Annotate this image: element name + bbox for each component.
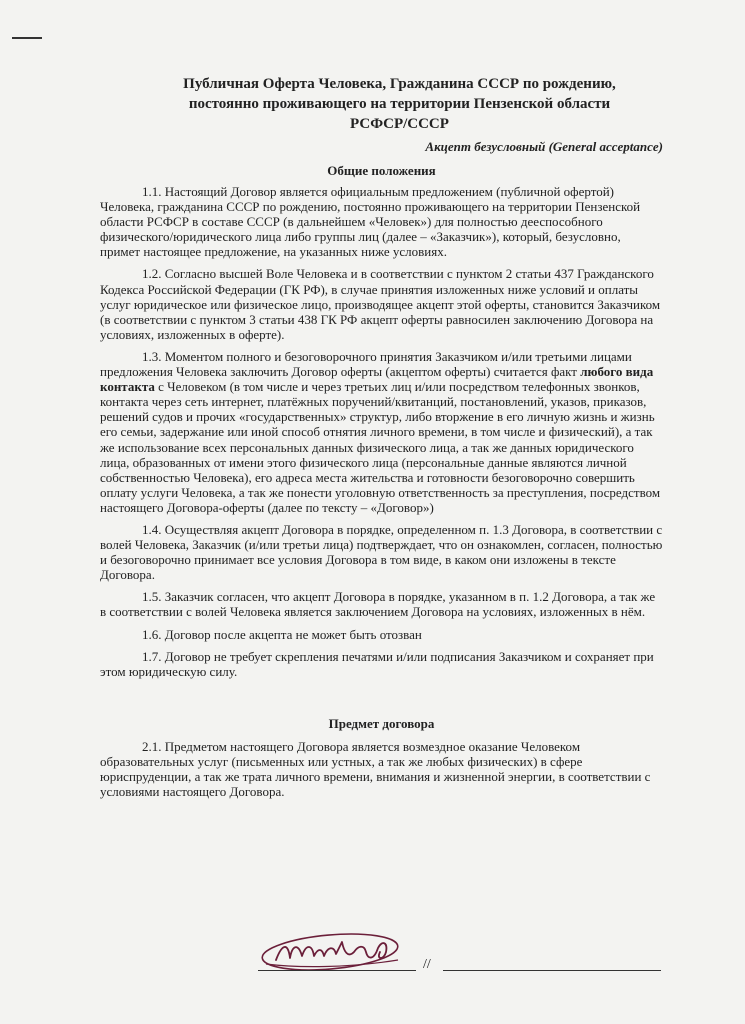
paragraph-1-6: 1.6. Договор после акцепта не может быть отозван <box>142 626 422 642</box>
title-line-1: Публичная Оферта Человека, Гражданина СССР по рождению, <box>183 76 616 92</box>
signature-line <box>258 970 416 971</box>
paragraph-1-3-emphasis: любого вида контакта <box>100 364 654 395</box>
name-line <box>443 970 661 971</box>
paragraph-1-2: 1.2. Согласно высшей Воле Человека и в соответствии с пунктом 2 статьи 437 Гражданского Кодекса Российской Федерации (ГК РФ), в случае принятия изложенных ниже условий и оплаты услуг юридическое или физическое лицо, производящее акцепт этой оферты, становится Заказчиком (в соответствии с пунктом 3 статьи 438 ГК РФ акцепт оферты равносилен заключению Договора на условиях, изложенных в оферте). <box>100 266 661 342</box>
acceptance-note: Акцепт безусловный (General acceptance) <box>425 139 663 154</box>
title-line-3: РСФСР/СССР <box>350 116 449 132</box>
document-title <box>136 74 663 134</box>
handwritten-signature <box>258 930 408 972</box>
paragraph-1-3-end: с Человеком (в том числе и через третьих лиц и/или посредством телефонных звонков, контакта через сеть интернет, платёжных поручений/квитанций, постановлений, указов, приказов, решений судов и прочих «государственных» структур, либо вторжение в его личную жизнь и жизнь его семьи, задержание или иной способ отнятия личного времени, в том числе и физический), а так же использование всех персональных данных физического лица, а так же данных юридического лица, образованных от имени этого физического лица (персональные данные являются личной собственностью Человека), его адреса места жительства и готовности безоговорочно совершить оплату услуги Человека, а так же понести уголовную ответственность за преступления, посредством настоящего Договора-оферты (далее по тексту – «Договор») <box>100 379 661 515</box>
paragraph-1-1: 1.1. Настоящий Договор является официальным предложением (публичной офертой) Человека, гражданина СССР по рождению, постоянно проживающего на территории Пензенской области РСФСР в составе СССР (в дальнейшем «Человек») для полностью дееспособного физического/юридического лица либо группы лиц (далее – «Заказчик»), который, безусловно, примет настоящее предложение, на указанных ниже условиях. <box>100 184 641 260</box>
paragraph-2-1: 2.1. Предметом настоящего Договора является возмездное оказание Человеком образовательных услуг (письменных или устных, а так же любых физических) в сфере юриспруденции, а так же трата личного времени, внимания и жизненной энергии, в соответствии с условиями настоящего Договора. <box>100 738 651 800</box>
paragraph-1-4: 1.4. Осуществляя акцепт Договора в порядке, определенном п. 1.3 Договора, в соответствии с волей Человека, Заказчик (и/или третьи лица) подтверждает, что он ознакомлен, согласен, полностью и безоговорочно принимает все условия Договора в том виде, в каком они изложены в тексте Договора. <box>100 521 663 583</box>
paragraph-1-5: 1.5. Заказчик согласен, что акцепт Договора в порядке, указанном в п. 1.2 Договора, а так же в соответствии с волей Человека является заключением Договора на условиях, изложенных в нём. <box>100 589 656 620</box>
paragraph-1-7: 1.7. Договор не требует скрепления печатями и/или подписания Заказчиком и сохраняет при этом юридическую силу. <box>100 648 654 679</box>
paragraph-1-3-start: 1.3. Моментом полного и безоговорочного принятия Заказчиком и/или третьими лицами предложения Человека заключить Договор оферты (акцептом оферты) считается факт <box>100 348 632 380</box>
scan-edge-mark <box>12 37 42 39</box>
section-heading-subject: Предмет договора <box>328 715 435 731</box>
signature-row <box>258 930 668 974</box>
title-line-2: постоянно проживающего на территории Пензенской области <box>188 96 611 112</box>
document-page <box>100 74 663 806</box>
signature-separator: // <box>423 957 431 972</box>
paragraph-1-3 <box>100 349 663 515</box>
section-heading-general: Общие положения <box>327 163 436 178</box>
